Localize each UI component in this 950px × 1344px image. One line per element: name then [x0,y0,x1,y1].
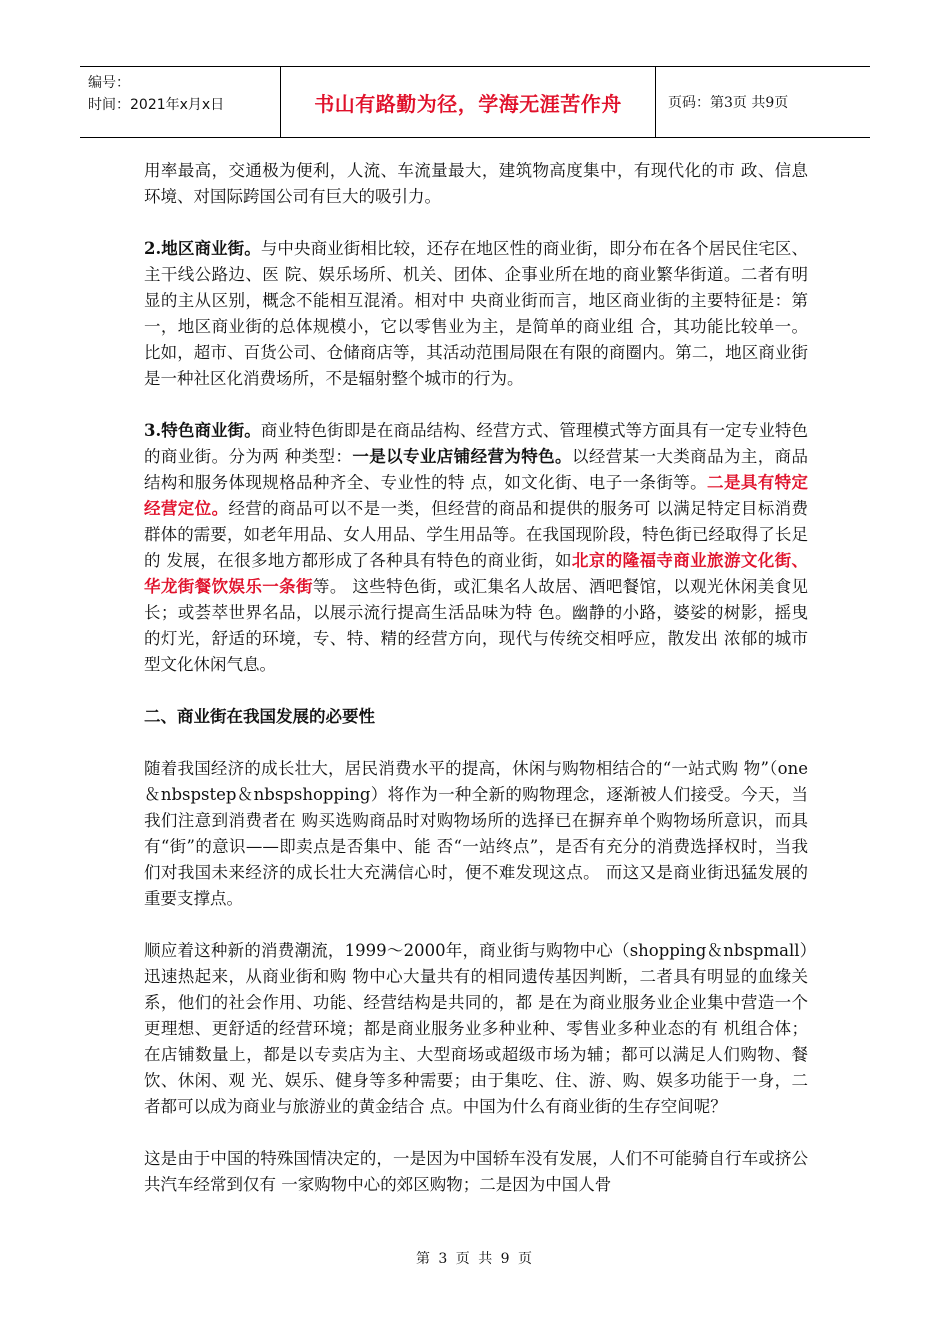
highlight-type-two: 二是具有特定经营定位。 [144,473,809,518]
section-lead-regional: 2.地区商业街。 [144,239,261,258]
document-time-label: 时间：2021年x月x日 [88,97,225,113]
header-meta [80,67,281,137]
paragraph-3 [144,418,808,678]
header-table [80,66,870,138]
paragraph-4: 随着我国经济的成长壮大，居民消费水平的提高，休闲与购物相结合的“一站式购 物”（one＆nbspstep＆nbspshopping）将作为一种全新的购物理念，逐渐被人们接受。今天，当我们注意到消费者在 购买选购商品时对购物场所的选择已在摒弃单个购物场所意识，而具有“街”的意识——即卖点是否集中、能 否“一站终点”，是否有充分的消费选择权时，当我们对我国未来经济的成长壮大充满信心时，便不难发现这点。 而这又是商业街迅猛发展的重要支撑点。 [144,759,808,908]
paragraph-2-text: 与中央商业街相比较，还存在地区性的商业街，即分布在各个居民住宅区、主干线公路边、医 院、娱乐场所、机关、团体、企事业所在地的商业繁华街道。二者有明显的主从区别，概念不能相互混淆。相对中 央商业街而言，地区商业街的主要特征是：第一，地区商业街的总体规模小，它以零售业为主，是简单的商业组 合，其功能比较单一。比如，超市、百货公司、仓储商店等，其活动范围局限在有限的商圈内。第二，地区商业街 是一种社区化消费场所，不是辐射整个城市的行为。 [144,239,808,388]
header-page-info: 页码：第3页 共9页 [668,95,789,111]
section-heading-2: 二、商业街在我国发展的必要性 [144,707,375,726]
document-body [144,158,808,1224]
paragraph-3-text-a: 商业特色街即是在商品结构、经营方式、管理模式等方面具有一定专业特色的商业街。分为两 种类型： [144,421,808,466]
paragraph-2 [144,236,808,392]
document-number-label: 编号： [88,75,130,91]
paragraph-1: 用率最高，交通极为便利，人流、车流量最大，建筑物高度集中，有现代化的市 政、信息环境、对国际跨国公司有巨大的吸引力。 [144,161,808,206]
section-lead-specialty: 3.特色商业街。 [144,421,261,440]
paragraph-3-text-b: 以经营某一大类商品为主，商品结构和服务体现规格品种齐全、专业性的特 点，如文化街、电子一条街等。 [144,447,809,492]
highlight-type-one: 一是以专业店铺经营为特色。 [352,447,572,466]
page-footer: 第 3 页 共 9 页 [415,1251,535,1267]
paragraph-3-text-d: 等。 这些特色街，或汇集名人故居、酒吧餐馆，以观光休闲美食见长；或荟萃世界名品，以展示流行提高生活品味为特 色。幽静的小路，婆娑的树影，摇曳的灯光，舒适的环境，专、特、精的经营方向，现代与传统交相呼应，散发出 浓郁的城市型文化休闲气息。 [144,577,809,674]
paragraph-5: 顺应着这种新的消费潮流，1999～2000年，商业街与购物中心（shopping＆nbspmall）迅速热起来，从商业街和购 物中心大量共有的相同遗传基因判断，二者具有明显的血缘关系，他们的社会作用、功能、经营结构是共同的，都 是在为商业服务业企业集中营造一个更理想、更舒适的经营环境；都是商业服务业多种业种、零售业多种业态的有 机组合体；在店铺数量上，都是以专卖店为主、大型商场或超级市场为辅；都可以满足人们购物、餐饮、休闲、观 光、娱乐、健身等多种需要；由于集吃、住、游、购、娱多功能于一身，二者都可以成为商业与旅游业的黄金结合 点。中国为什么有商业街的生存空间呢？ [144,941,808,1116]
paragraph-3-text-c: 经营的商品可以不是一类，但经营的商品和提供的服务可 以满足特定目标消费群体的需要，如老年用品、女人用品、学生用品等。在我国现阶段，特色街已经取得了长足的 发展，在很多地方都形成了各种具有特色的商业街，如 [144,499,809,570]
header-motto: 书山有路勤为径，学海无涯苦作舟 [281,67,656,137]
paragraph-6: 这是由于中国的特殊国情决定的，一是因为中国轿车没有发展，人们不可能骑自行车或挤公共汽车经常到仅有 一家购物中心的郊区购物；二是因为中国人骨 [144,1149,808,1194]
highlight-beijing-streets: 北京的隆福寺商业旅游文化街、华龙街餐饮娱乐一条街 [144,551,809,596]
